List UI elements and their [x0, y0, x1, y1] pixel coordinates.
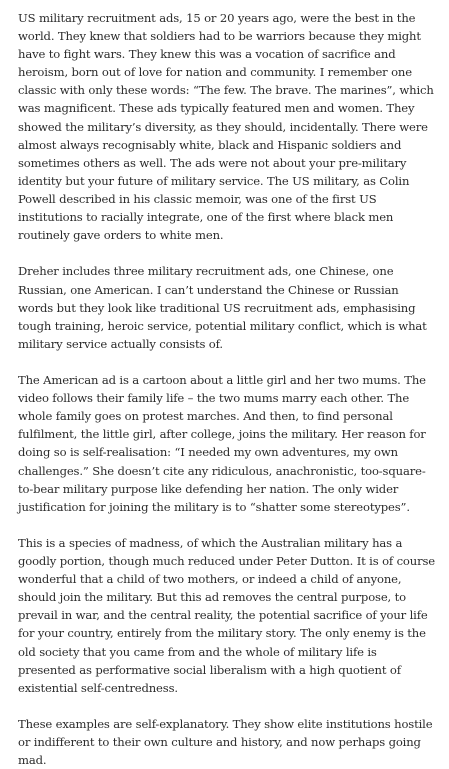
paragraph-5: These examples are self-explanatory. They show elite institutions hostile or indifferent to their own culture and history, and now perhaps going mad.: [18, 717, 433, 768]
paragraph-4: This is a species of madness, of which the Australian military has a goodly portion, though much reduced under Peter Dutton. It is of course wonderful that a child of two mothers, or indeed a child of anyone, should join the military. But this ad removes the central purpose, to prevail in war, and the central reality, the potential sacrifice of your life for your country, entirely from the military story. The only enemy is the old society that you came from and the whole of military life is presented as performative social liberalism with a high quotient of existential self-centredness.: [18, 536, 435, 695]
paragraph-1: US military recruitment ads, 15 or 20 years ago, were the best in the world. They knew that soldiers had to be warriors because they might have to fight wars. They knew this was a vocation of sacrifice and heroism, born out of love for nation and community. I remember one classic with only these words: “The few. The brave. The marines”, which was magnificent. These ads typically featured men and women. They showed the military’s diversity, as they should, incidentally. There were almost always recognisably white, black and Hispanic soldiers and sometimes others as well. The ads were not about your pre-military identity but your future of military service. The US military, as Colin Powell described in his classic memoir, was one of the first US institutions to racially integrate, one of the first where black men routinely gave orders to white men.: [18, 11, 434, 243]
paragraph-2: Dreher includes three military recruitment ads, one Chinese, one Russian, one American. I can’t understand the Chinese or Russian words but they look like traditional US recruitment ads, emphasising tough training, heroic service, potential military conflict, which is what military service actually consists of.: [18, 264, 427, 351]
paragraph-3: The American ad is a cartoon about a little girl and her two mums. The video follows their family life – the two mums marry each other. The whole family goes on protest marches. And then, to find personal fulfilment, the little girl, after college, joins the military. Her reason for doing so is self-realisation: “I needed my own adventures, my own challenges.” She doesn’t cite any ridiculous, anachronistic, too-square-to-bear military purpose like defending her nation. The only wider justification for joining the military is to “shatter some stereotypes”.: [18, 373, 426, 514]
